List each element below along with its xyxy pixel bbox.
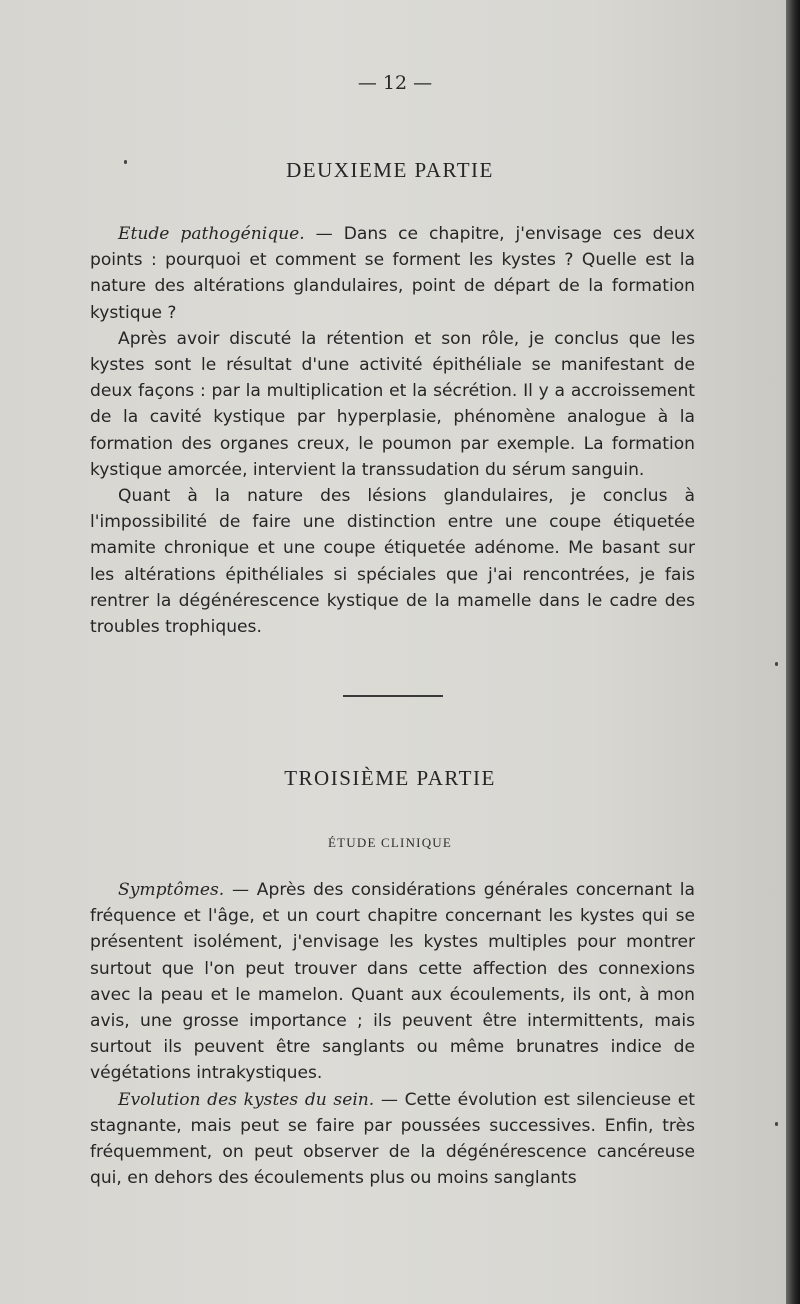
- page-number: — 12 —: [357, 72, 433, 94]
- paragraph-text: — Après des considérations générales concernant la fréquence et l'âge, et un court chapitre concernant les kystes qui se présentent isolément, j'envisage les kystes multiples pour montrer surtout que l'on peut trouver dans cette affection des connexions avec la peau et le mamelon. Quant aux écoulements, ils ont, à mon avis, une grosse importance ; ils peuvent être intermittents, mais surtout ils peuvent être sanglants ou même brunatres indice de végétations intrakystiques.: [90, 880, 695, 1084]
- paragraph-lesions: Quant à la nature des lésions glandulaires, je conclus à l'impossibilité de faire une distinction entre une coupe étiquetée mamite chronique et une coupe étiquetée adénome. Me basant sur les altérations épithéliales si spéciales que j'ai rencontrées, je fais rentrer la dégénérescence kystique de la mamelle dans le cadre des troubles trophiques.: [90, 486, 695, 638]
- part-three-title: TROISIÈME PARTIE: [284, 766, 496, 790]
- paragraph-symptomes: [90, 877, 695, 1087]
- paper-speck: [775, 1122, 778, 1126]
- part-two-body: [90, 221, 695, 640]
- part-three-subtitle: ÉTUDE CLINIQUE: [327, 835, 453, 850]
- paragraph-retention: Après avoir discuté la rétention et son rôle, je conclus que les kystes sont le résultat d'une activité épithéliale se manifestant de deux façons : par la multiplication et la sécrétion. Il y a accroissement de la cavité kystique par hyperplasie, phénomène analogue à la formation des organes creux, le poumon par exemple. La formation kystique amorcée, intervient la transsudation du sérum sanguin.: [90, 328, 695, 480]
- paragraph-lead: Symptômes.: [118, 880, 225, 900]
- paper-speck: [775, 662, 778, 666]
- paper-speck: [124, 160, 127, 164]
- paragraph-text: — Cette évolution est silencieuse et stagnante, mais peut se faire par poussées successives. Enfin, très fréquemment, on peut observer de la dégénérescence cancéreuse qui, en dehors des écoulements plus ou moins sanglants: [90, 1089, 695, 1189]
- paragraph-lead: Etude pathogénique.: [118, 224, 305, 244]
- paragraph-text: — Dans ce chapitre, j'envisage ces deux points : pourquoi et comment se forment les kystes ? Quelle est la nature des altérations glandulaires, point de départ de la formation kystique ?: [90, 224, 695, 323]
- paragraph-etude-pathogenique: [90, 221, 695, 326]
- section-divider: [343, 695, 443, 697]
- part-three-body: [90, 877, 695, 1191]
- paragraph-evolution: [90, 1087, 695, 1192]
- page-edge-shadow: [786, 0, 800, 1304]
- paragraph-lead: Evolution des kystes du sein.: [118, 1089, 375, 1110]
- part-two-title: DEUXIEME PARTIE: [286, 158, 494, 182]
